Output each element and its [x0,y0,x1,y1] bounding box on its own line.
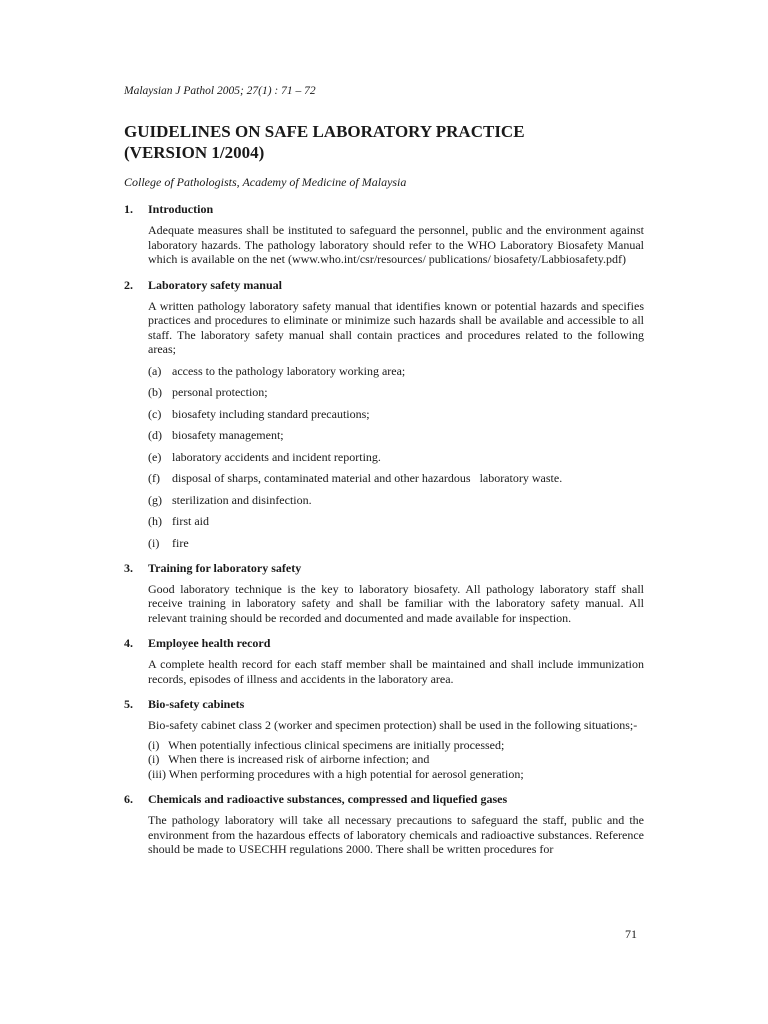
list-item-text: biosafety including standard precautions; [172,406,370,421]
list-item-label: (g) [148,492,162,507]
list-item-label: (b) [148,385,162,399]
list-item [148,536,644,550]
section-title: Introduction [148,202,214,216]
list-item-label: (e) [148,449,162,464]
situations-list [148,738,644,782]
section-safety-manual [124,278,644,550]
title-line-2: (VERSION 1/2004) [124,143,265,162]
section-number: 5. [124,697,133,711]
section-title: Training for laboratory safety [148,560,302,575]
list-item [148,471,644,485]
list-item-text: biosafety management; [172,428,284,442]
list-item-text: laboratory accidents and incident reporting. [172,449,381,464]
list-item-label: (i) [148,535,160,550]
document-body [124,202,644,868]
section-heading [124,561,644,575]
list-item-text: disposal of sharps, contaminated material and other hazardous laboratory waste. [172,471,563,485]
section-title: Laboratory safety manual [148,277,282,292]
list-item [148,493,644,507]
list-item: (iii) When performing procedures with a high potential for aerosol generation; [148,766,524,781]
section-number: 1. [124,202,133,216]
section-training [124,561,644,626]
journal-citation: Malaysian J Pathol 2005; 27(1) : 71 – 72 [124,85,316,97]
section-number: 6. [124,792,133,806]
list-item [148,450,644,464]
section-paragraph: A written pathology laboratory safety manual that identifies known or potential hazards and specifies practices and procedures to eliminate or minimize such hazards shall be available and accessible to all staff. The laboratory safety manual shall contain practices and procedures related to the following areas; [148,298,644,356]
section-heading [124,792,644,806]
section-paragraph: The pathology laboratory will take all necessary precautions to safeguard the staff, public and the environment from the hazardous effects of laboratory chemicals and radioactive substances. Reference should be made to USECHH regulations 2000. There shall be written procedures for [148,813,644,856]
list-item-text: fire [172,535,189,550]
list-item: (i) When there is increased risk of airborne infection; and [148,752,430,766]
section-paragraph: Adequate measures shall be instituted to safeguard the personnel, public and the environment against laboratory hazards. The pathology laboratory should refer to the WHO Laboratory Biosafety Manual which is available on the net (www.who.int/csr/resources/ publications/ biosafety/Labbiosafety.pdf) [148,223,644,266]
document-title [124,121,664,163]
list-item [148,514,644,528]
section-number: 2. [124,277,133,292]
list-item [148,364,644,378]
safety-areas-list [148,364,644,550]
list-item-label: (c) [148,406,162,421]
list-item-text: personal protection; [172,385,268,399]
section-heading [124,202,644,216]
list-item: (i) When potentially infectious clinical specimens are initially processed; [148,737,505,752]
list-item-text: sterilization and disinfection. [172,492,312,507]
section-health-record [124,636,644,686]
section-heading [124,636,644,650]
section-title: Employee health record [148,636,271,650]
section-title: Bio-safety cabinets [148,697,245,711]
page-number: 71 [625,927,637,941]
section-paragraph: Bio-safety cabinet class 2 (worker and specimen protection) shall be used in the following situations;- [148,718,638,732]
section-biosafety-cabinets [124,697,644,781]
list-item-text: access to the pathology laboratory working area; [172,363,406,378]
list-item [148,385,644,399]
list-item-label: (a) [148,363,162,378]
section-chemicals [124,792,644,857]
affiliation: College of Pathologists, Academy of Medicine of Malaysia [124,175,407,189]
section-paragraph: Good laboratory technique is the key to laboratory biosafety. All pathology laboratory staff shall receive training in laboratory safety and shall be familiar with the laboratory safety manual. All relevant training should be recorded and documented and made available for inspection. [148,581,644,625]
list-item-label: (f) [148,471,160,485]
section-heading [124,278,644,292]
section-paragraph: A complete health record for each staff member shall be maintained and shall include immunization records, episodes of illness and accidents in the laboratory area. [148,657,644,686]
title-line-1: GUIDELINES ON SAFE LABORATORY PRACTICE [124,122,525,141]
section-number: 3. [124,560,133,575]
list-item [148,407,644,421]
list-item-label: (d) [148,428,162,442]
list-item-label: (h) [148,514,162,528]
section-title: Chemicals and radioactive substances, compressed and liquefied gases [148,792,508,806]
section-introduction [124,202,644,267]
section-heading [124,697,644,711]
list-item [148,428,644,442]
section-number: 4. [124,636,133,650]
list-item-text: first aid [172,514,209,528]
